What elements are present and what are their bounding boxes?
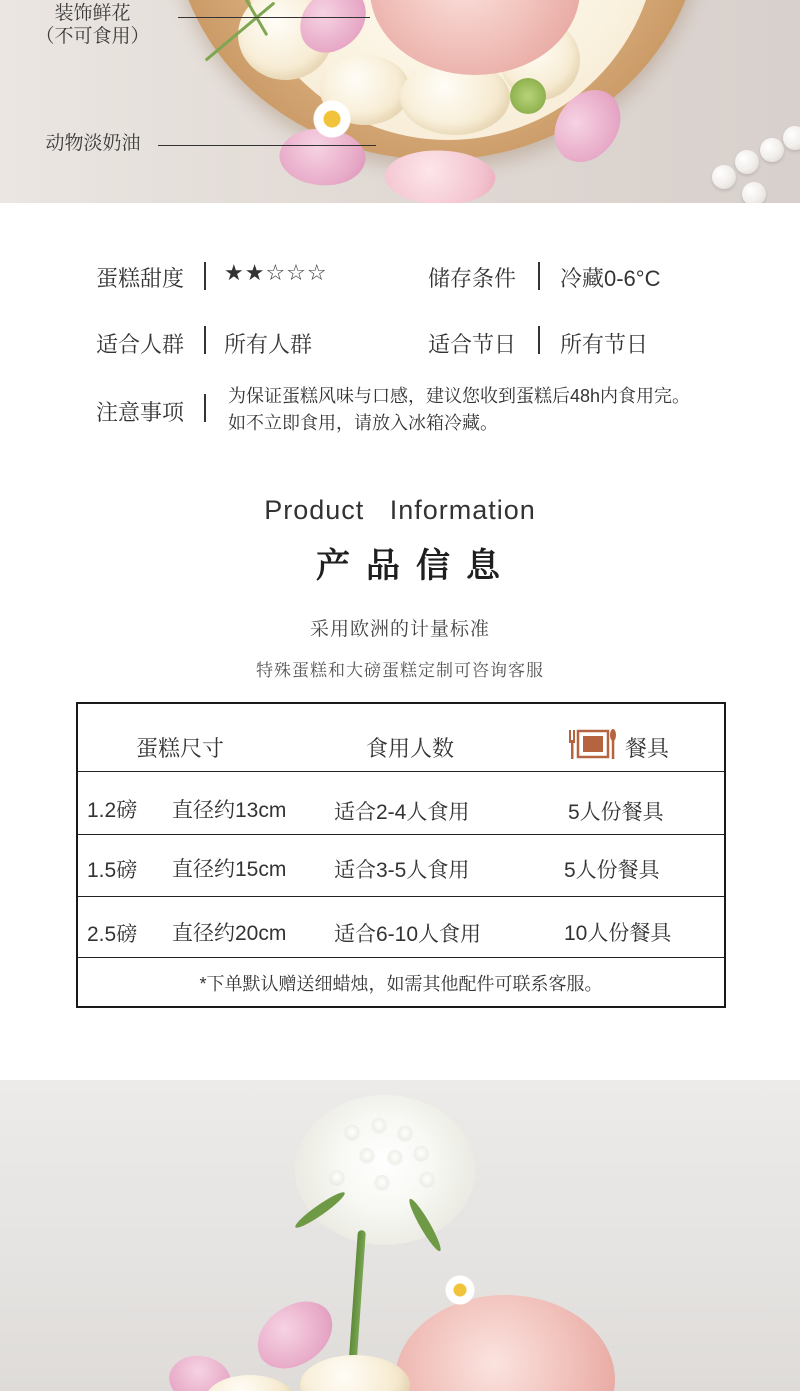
flower-floret (420, 1172, 434, 1186)
annotation-flowers-line2: （不可食用） (35, 26, 150, 47)
flower-floret (345, 1125, 359, 1139)
divider (538, 262, 540, 290)
sweetness-stars: ★★☆☆☆ (224, 260, 328, 285)
flower-floret (388, 1150, 402, 1164)
storage-value: 冷藏0-6°C (560, 266, 661, 291)
table-footnote: *下单默认赠送细蜡烛，如需其他配件可联系客服。 (199, 974, 603, 994)
table-divider (78, 896, 724, 897)
annotation-flowers-line1: 装饰鲜花 (54, 3, 131, 24)
row1-servings: 适合2-4人食用 (334, 801, 470, 824)
row2-tableware: 5人份餐具 (564, 859, 660, 882)
row2-servings: 适合3-5人食用 (334, 859, 470, 882)
flower-floret (372, 1118, 386, 1132)
flower-floret (330, 1170, 344, 1184)
annotation-cream: 动物淡奶油 (45, 133, 141, 154)
divider (204, 326, 206, 354)
pearl (742, 182, 766, 203)
header-servings: 食用人数 (366, 736, 455, 761)
audience-label: 适合人群 (96, 332, 185, 357)
cream-swirl (300, 1355, 410, 1391)
flower-floret (398, 1126, 412, 1140)
header-size: 蛋糕尺寸 (136, 736, 225, 761)
row3-tableware: 10人份餐具 (564, 922, 672, 945)
divider (204, 262, 206, 290)
row3-diameter: 直径约20cm (172, 922, 287, 945)
row2-diameter: 直径约15cm (172, 858, 287, 881)
table-divider (78, 957, 724, 958)
product-info-title-en: Product Information (264, 495, 536, 525)
divider (538, 326, 540, 354)
holiday-label: 适合节日 (428, 332, 517, 357)
flower-floret (414, 1146, 428, 1160)
storage-label: 储存条件 (428, 266, 517, 291)
annotation-cream-line (158, 145, 376, 146)
product-info-subtitle2: 特殊蛋糕和大磅蛋糕定制可咨询客服 (256, 661, 544, 680)
pearl (760, 138, 784, 162)
daisy-flower (445, 1275, 475, 1305)
header-tableware: 餐具 (625, 736, 670, 761)
flower-floret (360, 1148, 374, 1162)
table-divider (78, 834, 724, 835)
annotation-flowers (30, 2, 155, 48)
flower-floret (375, 1175, 389, 1189)
row1-diameter: 直径约13cm (172, 799, 287, 822)
product-info-title-cn: 产品信息 (316, 547, 516, 585)
row3-servings: 适合6-10人食用 (334, 923, 482, 946)
pearl (712, 165, 736, 189)
notes-line2: 如不立即食用，请放入冰箱冷藏。 (228, 413, 498, 433)
product-info-subtitle1: 采用欧洲的计量标准 (309, 619, 490, 640)
notes-line1: 为保证蛋糕风味与口感，建议您收到蛋糕后48h内食用完。 (228, 386, 691, 406)
pink-rose (395, 1295, 615, 1391)
row1-weight: 1.2磅 (87, 799, 138, 822)
bottom-flower-photo (0, 1080, 800, 1391)
audience-value: 所有人群 (224, 332, 313, 357)
notes-label: 注意事项 (96, 400, 185, 425)
row1-tableware: 5人份餐具 (568, 801, 664, 824)
top-cake-photo (0, 0, 800, 203)
pearl (735, 150, 759, 174)
daisy-flower (313, 100, 351, 138)
table-divider (78, 771, 724, 772)
pearl (783, 126, 800, 150)
white-scabiosa-flower (295, 1095, 475, 1245)
divider (204, 394, 206, 422)
holiday-value: 所有节日 (560, 332, 649, 357)
row2-weight: 1.5磅 (87, 859, 138, 882)
sweetness-label: 蛋糕甜度 (96, 266, 185, 291)
thistle-flower (510, 78, 546, 114)
size-table (76, 702, 726, 1008)
annotation-flowers-line (178, 17, 370, 18)
tableware-icon (567, 728, 619, 760)
row3-weight: 2.5磅 (87, 923, 138, 946)
